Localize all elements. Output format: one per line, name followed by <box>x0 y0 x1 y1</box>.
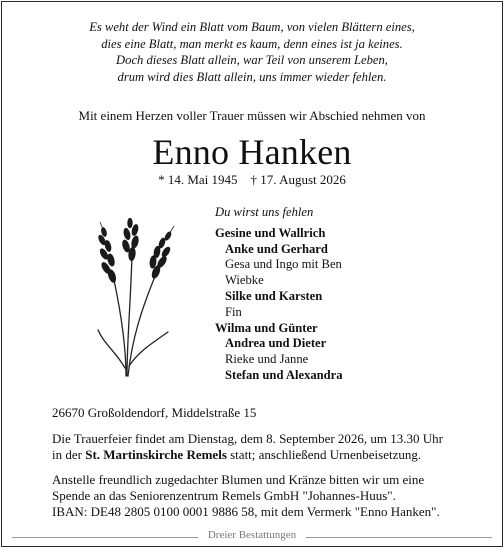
mourner-line: Anke und Gerhard <box>225 241 328 256</box>
poem <box>2 19 502 85</box>
poem-line: dies eine Blatt, man merkt es kaum, denn eines ist ja keines. <box>101 36 403 51</box>
mourner-line: Gesa und Ingo mit Ben <box>225 257 342 272</box>
wheat-ears-icon <box>92 218 184 378</box>
obituary-card <box>1 1 503 547</box>
death-date: † 17. August 2026 <box>250 172 346 187</box>
footer <box>2 527 502 547</box>
mourners-subtitle: Du wirst uns fehlen <box>215 205 314 219</box>
mourner-line: Andrea und Dieter <box>225 336 327 351</box>
donation-info <box>52 472 440 520</box>
donation-line: IBAN: DE48 2805 0100 0001 9886 58, mit dem Vermerk "Enno Hanken". <box>52 504 440 519</box>
poem-line: Es weht der Wind ein Blatt vom Baum, von vielen Blättern eines, <box>89 20 415 34</box>
funeral-info <box>52 431 443 463</box>
donation-line: Spende an das Seniorenzentrum Remels GmbH "Johannes-Huus". <box>52 488 396 503</box>
mourner-line: Fin <box>225 304 242 319</box>
mourners-list <box>215 205 343 384</box>
life-dates <box>2 172 502 188</box>
poem-line: drum wird dies Blatt allein, uns immer wieder fehlen. <box>117 69 387 84</box>
undertaker-name: Dreier Bestattungen <box>207 529 297 541</box>
poem-line: Doch dieses Blatt allein, war Teil von unserem Leben, <box>116 53 388 67</box>
mourner-line: Gesine und Wallrich <box>215 225 326 240</box>
mourner-line: Wiebke <box>225 273 264 288</box>
mourner-line: Wilma und Günter <box>215 320 318 335</box>
mourner-line: Rieke und Janne <box>225 352 309 367</box>
footer-divider <box>306 537 492 538</box>
address: 26670 Großoldendorf, Middelstraße 15 <box>52 405 257 420</box>
deceased-name: Enno Hanken <box>152 132 352 172</box>
mourner-line: Silke und Karsten <box>225 288 323 303</box>
mourner-line: Stefan und Alexandra <box>225 367 343 382</box>
intro-text: Mit einem Herzen voller Trauer müssen wir Abschied nehmen von <box>78 108 426 123</box>
funeral-line: in der St. Martinskirche Remels statt; anschließend Urnenbeisetzung. <box>52 447 422 462</box>
church-name: St. Martinskirche Remels <box>85 447 227 462</box>
birth-date: * 14. Mai 1945 <box>158 172 238 187</box>
donation-line: Anstelle freundlich zugedachter Blumen und Kränze bitten wir um eine <box>52 472 425 487</box>
funeral-line: Die Trauerfeier findet am Dienstag, dem 8. September 2026, um 13.30 Uhr <box>52 431 443 446</box>
